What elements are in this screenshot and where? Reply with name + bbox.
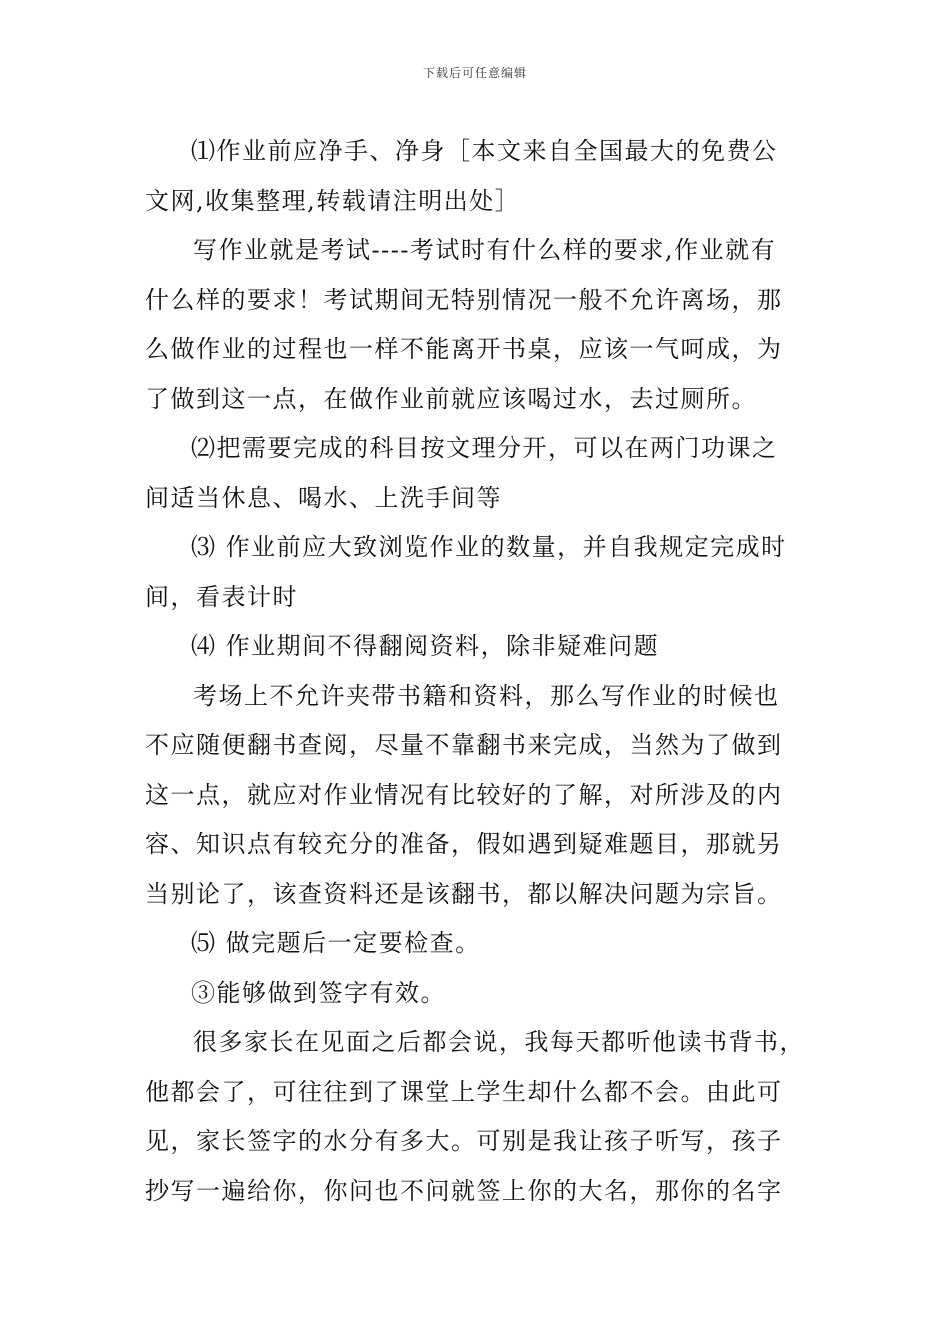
text-line: 了做到这一点，在做作业前就应该喝过水，去过厕所。 [145,384,757,413]
text-line: 么做作业的过程也一样不能离开书桌，应该一气呵成，为 [145,335,783,363]
page-header: 下载后可任意编辑 [422,66,527,80]
text-line: 文网,收集整理,转载请注明出处］ [145,186,521,215]
body-text [145,127,815,1216]
text-line: ⑶ 作业前应大致浏览作业的数量，并自我规定完成时 [191,533,787,561]
text-line: 他都会了，可往往到了课堂上学生却什么都不会。由此可 [145,1077,783,1106]
text-line: 很多家长在见面之后都会说，我每天都听他读书背书， [193,1028,805,1056]
text-line: 这一点，就应对作业情况有比较好的了解，对所涉及的内 [145,780,783,809]
text-line: 间，看表计时 [145,582,298,611]
text-line: 间适当休息、喝水、上洗手间等 [145,483,502,512]
text-line: 不应随便翻书查阅，尽量不靠翻书来完成，当然为了做到 [145,731,783,759]
text-line: 什么样的要求！考试期间无特别情况一般不允许离场，那 [145,285,783,314]
text-line: 见，家长签字的水分有多大。可别是我让孩子听写，孩子 [145,1127,783,1155]
text-line: 考场上不允许夹带书籍和资料，那么写作业的时候也 [193,681,780,710]
text-line: ⑷ 作业期间不得翻阅资料，除非疑难问题 [191,632,660,660]
text-line: ⑵把需要完成的科目按文理分开，可以在两门功课之 [191,434,778,462]
text-line: 抄写一遍给你，你问也不问就签上你的大名，那你的名字 [145,1176,783,1205]
text-line: 写作业就是考试----考试时有什么样的要求,作业就有 [193,236,777,264]
text-line: ⑴作业前应净手、净身［本文来自全国最大的免费公 [191,137,778,165]
text-line: ⑸ 做完题后一定要检查。 [191,929,481,957]
text-line: 容、知识点有较充分的准备，假如遇到疑难题目，那就另 [145,830,783,858]
text-line: 当别论了，该查资料还是该翻书，都以解决问题为宗旨。 [145,879,783,908]
text-line: ③能够做到签字有效。 [191,978,446,1007]
